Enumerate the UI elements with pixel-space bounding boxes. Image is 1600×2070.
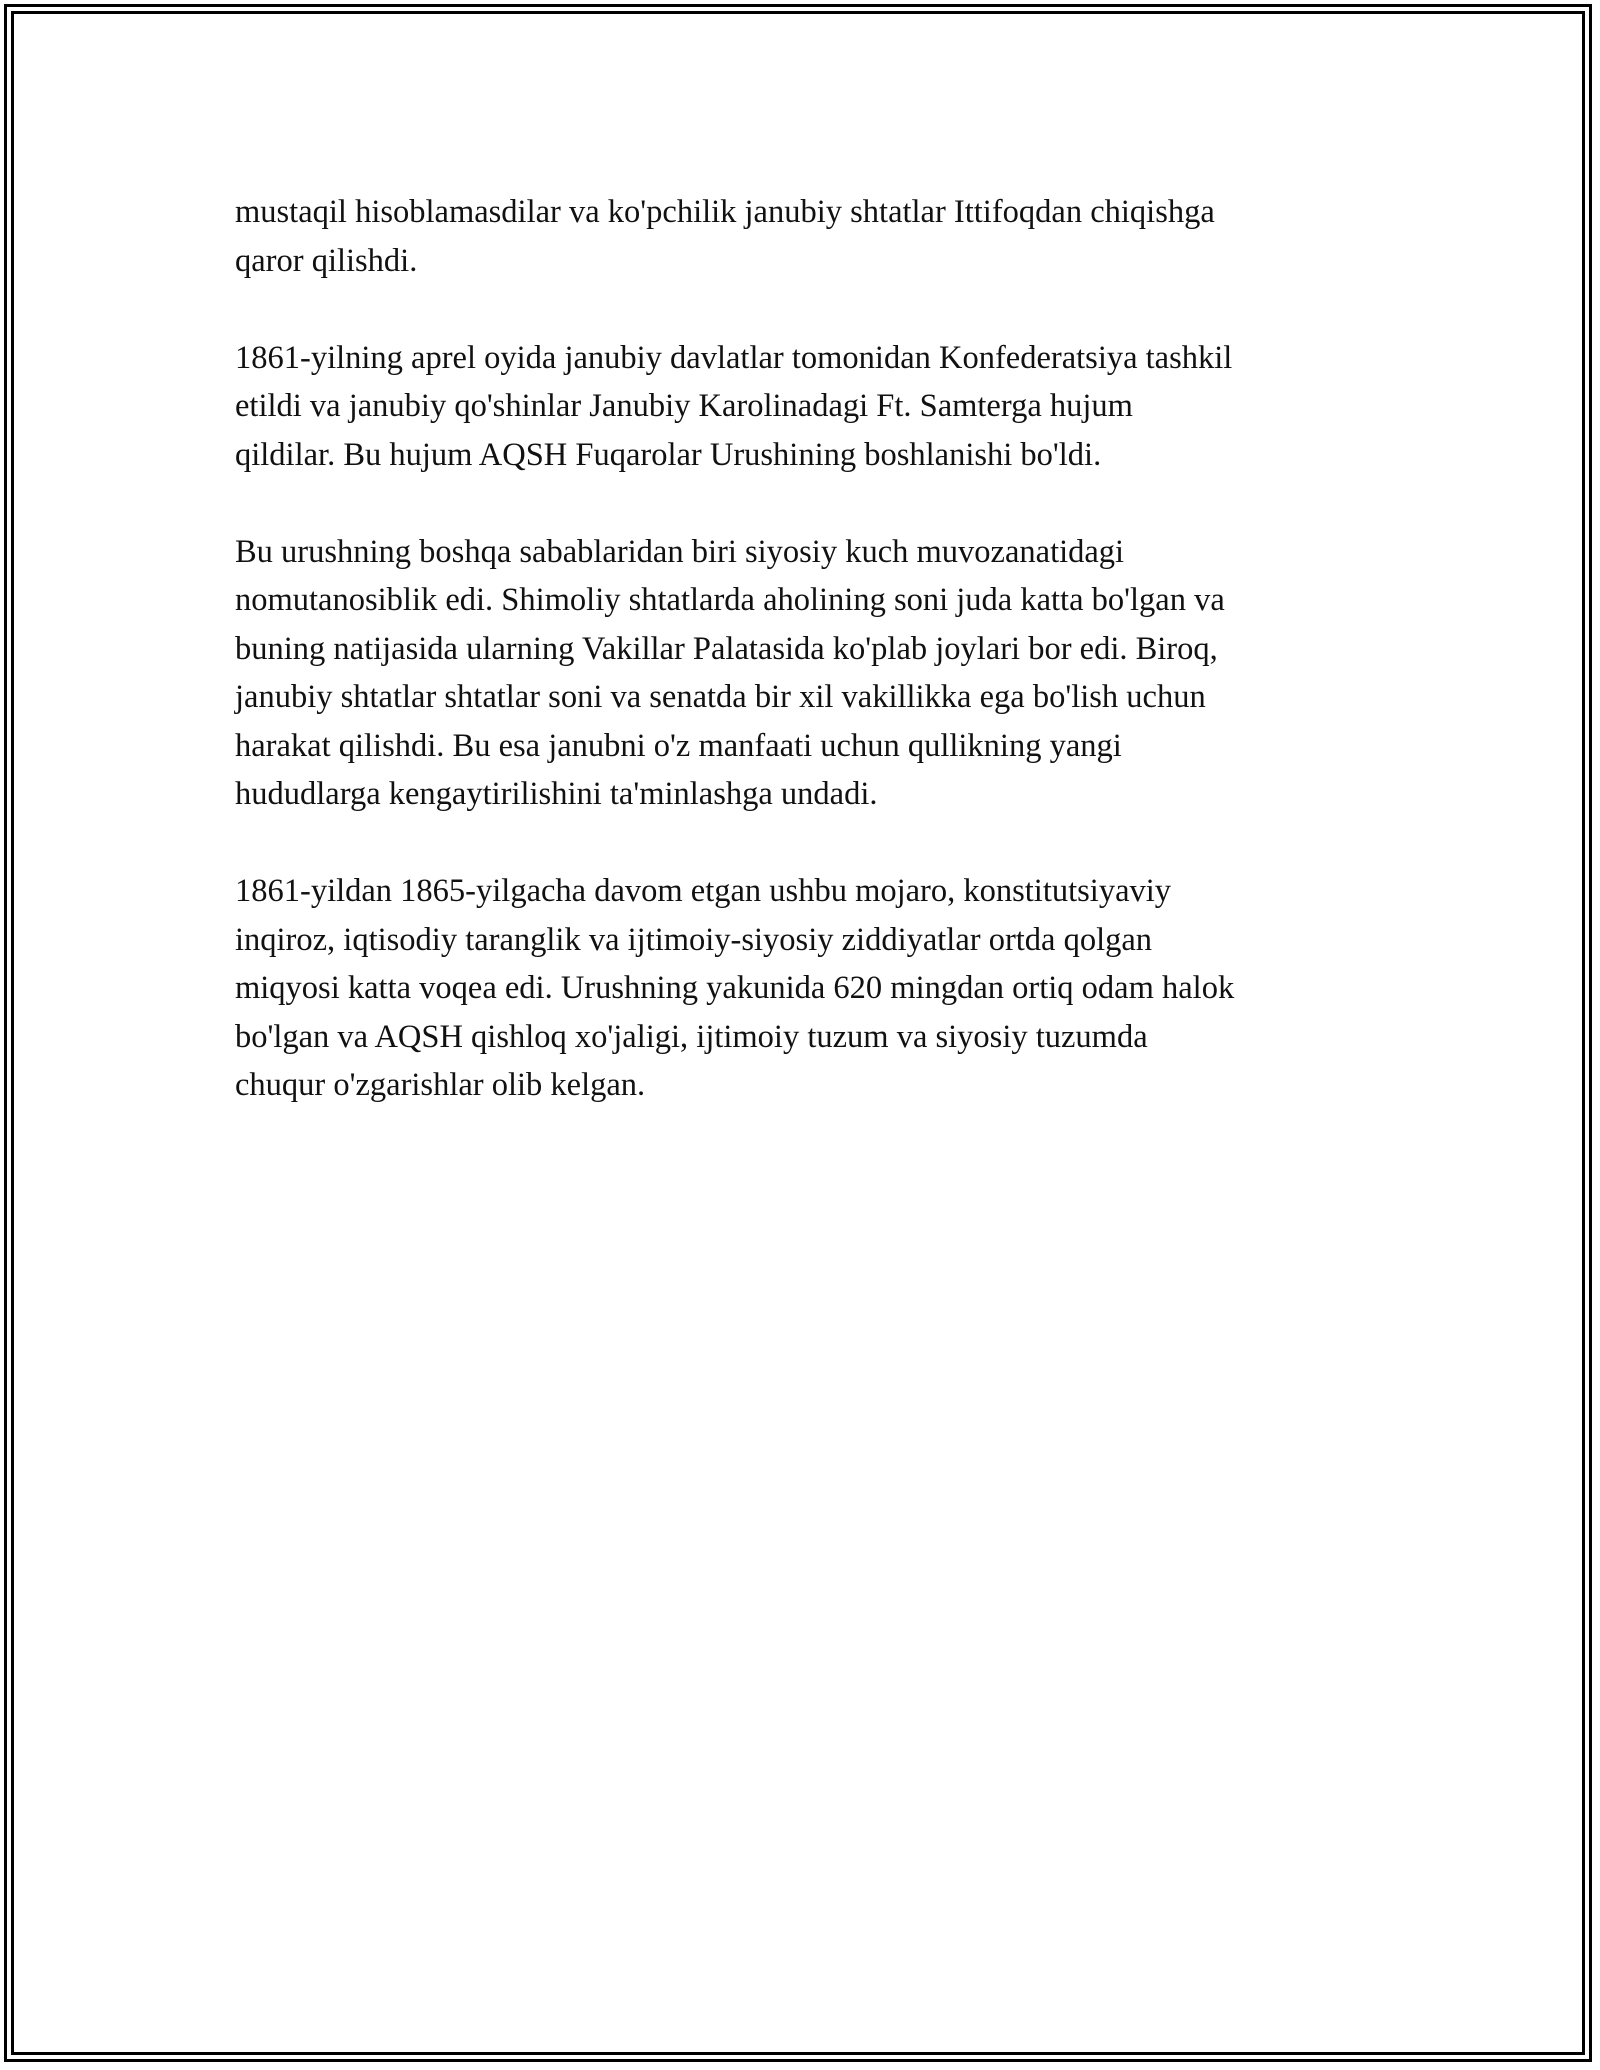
text-line: hududlarga kengaytirilishini ta'minlashga undadi. bbox=[235, 776, 878, 812]
text-line: qildilar. Bu hujum AQSH Fuqarolar Urushining boshlanishi bo'ldi. bbox=[235, 436, 1102, 473]
text-line: qaror qilishdi. bbox=[235, 242, 418, 279]
text-line: miqyosi katta voqea edi. Urushning yakunida 620 mingdan ortiq odam halok bbox=[235, 970, 1235, 1006]
text-line: bo'lgan va AQSH qishloq xo'jaligi, ijtimoiy tuzum va siyosiy tuzumda bbox=[235, 1018, 1148, 1055]
paragraph-3 bbox=[235, 528, 1380, 819]
text-line: chuqur o'zgarishlar olib kelgan. bbox=[235, 1067, 646, 1103]
text-line: nomutanosiblik edi. Shimoliy shtatlarda aholining soni juda katta bo'lgan va bbox=[235, 582, 1225, 618]
text-line: Bu urushning boshqa sabablaridan biri siyosiy kuch muvozanatidagi bbox=[235, 533, 1125, 570]
text-line: buning natijasida ularning Vakillar Palatasida ko'plab joylari bor edi. Biroq, bbox=[235, 630, 1218, 667]
text-line: janubiy shtatlar shtatlar soni va senatda bir xil vakillikka ega bo'lish uchun bbox=[235, 679, 1206, 715]
text-line: 1861-yilning aprel oyida janubiy davlatlar tomonidan Konfederatsiya tashkil bbox=[235, 339, 1233, 376]
paragraph-1 bbox=[235, 188, 1380, 285]
text-line: etildi va janubiy qo'shinlar Janubiy Karolinadagi Ft. Samterga hujum bbox=[235, 388, 1133, 424]
document-body bbox=[235, 188, 1380, 1110]
paragraph-4 bbox=[235, 867, 1380, 1110]
paragraph-2 bbox=[235, 334, 1380, 480]
text-line: mustaqil hisoblamasdilar va ko'pchilik janubiy shtatlar Ittifoqdan chiqishga bbox=[235, 194, 1215, 230]
text-line: harakat qilishdi. Bu esa janubni o'z manfaati uchun qullikning yangi bbox=[235, 727, 1122, 764]
text-line: inqiroz, iqtisodiy taranglik va ijtimoiy-siyosiy ziddiyatlar ortda qolgan bbox=[235, 921, 1153, 958]
text-line: 1861-yildan 1865-yilgacha davom etgan ushbu mojaro, konstitutsiyaviy bbox=[235, 873, 1172, 909]
